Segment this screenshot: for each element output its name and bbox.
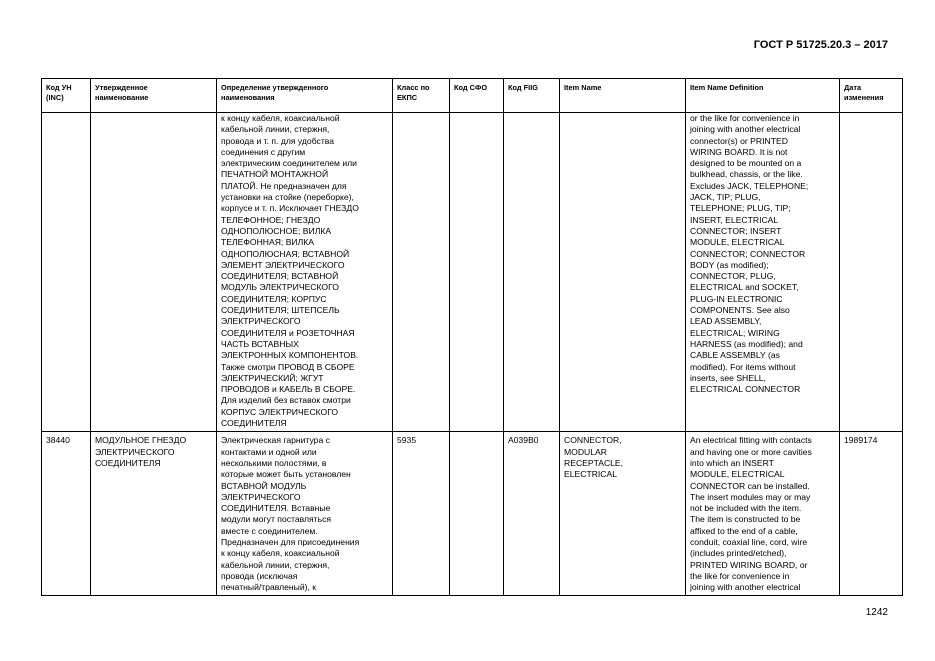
column-header-inc: Код УН (INC): [42, 79, 91, 113]
page-number: 1242: [865, 607, 888, 618]
column-header-item-name: Item Name: [560, 79, 686, 113]
column-header-change-date: Дата изменения: [840, 79, 903, 113]
cell-name-ru: МОДУЛЬНОЕ ГНЕЗДО ЭЛЕКТРИЧЕСКОГО СОЕДИНИТЕЛЯ: [91, 432, 217, 596]
column-header-sfo-code: Код СФО: [450, 79, 504, 113]
cell-inc: 38440: [42, 432, 91, 596]
cell-inc: [42, 113, 91, 432]
cell-sfo-code: [450, 113, 504, 432]
cell-fiig-code: A039B0: [504, 432, 560, 596]
column-header-item-definition: Item Name Definition: [686, 79, 840, 113]
cell-item-name: CONNECTOR, MODULAR RECEPTACLE, ELECTRICAL: [560, 432, 686, 596]
column-header-ekps-class: Класс по ЕКПС: [393, 79, 450, 113]
table-row: [42, 113, 903, 432]
cell-item-definition: or the like for convenience in joining with another electrical connector(s) or PRINTED WIRING BOARD. It is not designed to be mounted on a bulkhead, chassis, or the like. Excludes JACK, TELEPHONE; JACK, TIP; PLUG, TELEPHONE; PLUG, TIP; INSERT, ELECTRICAL CONNECTOR; INSERT MODULE, ELECTRICAL CONNECTOR; CONNECTOR BODY (as modified); CONNECTOR, PLUG, ELECTRICAL and SOCKET, PLUG-IN ELECTRONIC COMPONENTS. See also LEAD ASSEMBLY, ELECTRICAL; WIRING HARNESS (as modified); and CABLE ASSEMBLY (as modified). For items without inserts, see SHELL, ELECTRICAL CONNECTOR: [686, 113, 840, 432]
table-header-row: [42, 79, 903, 113]
cell-ekps-class: [393, 113, 450, 432]
classification-table: [41, 78, 903, 596]
cell-item-definition: An electrical fitting with contacts and having one or more cavities into which an INSERT MODULE, ELECTRICAL CONNECTOR can be installed. The insert modules may or may not be included with the item. The item is constructed to be affixed to the end of a cable, conduit, coaxial line, cord, wire (includes printed/etched), PRINTED WIRING BOARD, or the like for convenience in joining with another electrical: [686, 432, 840, 596]
cell-change-date: [840, 113, 903, 432]
cell-ekps-class: 5935: [393, 432, 450, 596]
cell-fiig-code: [504, 113, 560, 432]
cell-name-ru: [91, 113, 217, 432]
cell-item-name: [560, 113, 686, 432]
cell-sfo-code: [450, 432, 504, 596]
cell-definition-ru: к концу кабеля, коаксиальной кабельной линии, стержня, провода и т. п. для удобства соединения с другим электрическим соединителем или ПЕЧАТНОЙ МОНТАЖНОЙ ПЛАТОЙ. Не предназначен для установки на стойке (переборке), корпусе и т. п. Исключает ГНЕЗДО ТЕЛЕФОННОЕ; ГНЕЗДО ОДНОПОЛЮСНОЕ; ВИЛКА ТЕЛЕФОННАЯ; ВИЛКА ОДНОПОЛЮСНАЯ; ВСТАВНОЙ ЭЛЕМЕНТ ЭЛЕКТРИЧЕСКОГО СОЕДИНИТЕЛЯ; ВСТАВНОЙ МОДУЛЬ ЭЛЕКТРИЧЕСКОГО СОЕДИНИТЕЛЯ; КОРПУС СОЕДИНИТЕЛЯ; ШТЕПСЕЛЬ ЭЛЕКТРИЧЕСКОГО СОЕДИНИТЕЛЯ и РОЗЕТОЧНАЯ ЧАСТЬ ВСТАВНЫХ ЭЛЕКТРОННЫХ КОМПОНЕНТОВ. Также смотри ПРОВОД В СБОРЕ ЭЛЕКТРИЧЕСКИЙ; ЖГУТ ПРОВОДОВ и КАБЕЛЬ В СБОРЕ. Для изделий без вставок смотри КОРПУС ЭЛЕКТРИЧЕСКОГО СОЕДИНИТЕЛЯ: [217, 113, 393, 432]
column-header-name-ru: Утвержденное наименование: [91, 79, 217, 113]
document-header-id: ГОСТ Р 51725.20.3 – 2017: [753, 39, 888, 51]
cell-definition-ru: Электрическая гарнитура с контактами и одной или несколькими полостями, в которые может быть установлен ВСТАВНОЙ МОДУЛЬ ЭЛЕКТРИЧЕСКОГО СОЕДИНИТЕЛЯ. Вставные модули могут поставляться вместе с соединителем. Предназначен для присоединения к концу кабеля, коаксиальной кабельной линии, стержня, провода (исключая печатный/травленый), к: [217, 432, 393, 596]
column-header-fiig-code: Код FIIG: [504, 79, 560, 113]
cell-change-date: 1989174: [840, 432, 903, 596]
column-header-definition-ru: Определение утвержденного наименования: [217, 79, 393, 113]
table-row: [42, 432, 903, 596]
